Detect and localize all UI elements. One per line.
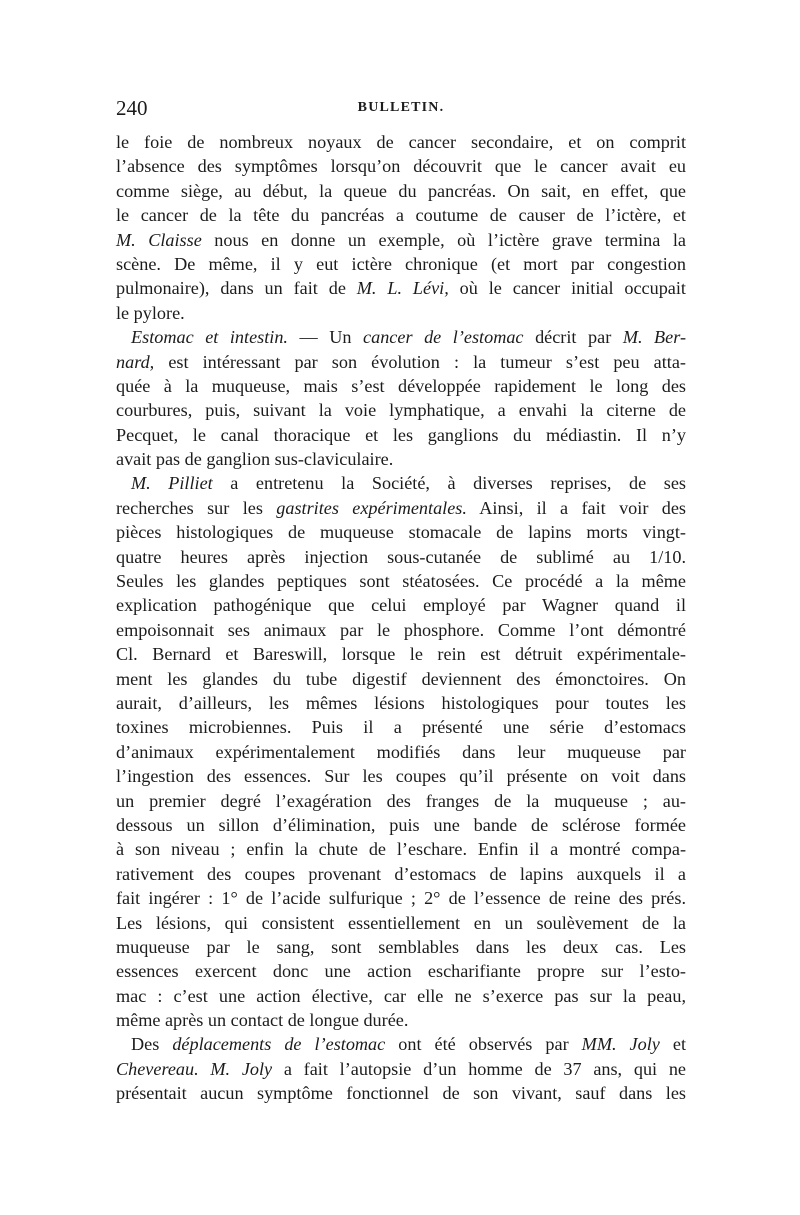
text-segment: présentait aucun symptôme fonctionnel de son vivant, sauf dans les xyxy=(116,1083,686,1104)
text-line xyxy=(116,325,686,349)
text-segment: Les lésions, qui consistent essentiellement en un soulèvement de la xyxy=(116,912,686,933)
text-line xyxy=(116,276,686,300)
text-line xyxy=(116,130,686,154)
page-header xyxy=(116,96,686,126)
italic-segment: M. L. Lévi, xyxy=(356,278,449,299)
text-segment: Des xyxy=(131,1034,173,1055)
text-line xyxy=(116,862,686,886)
text-segment: muqueuse par le sang, sont semblables dans les deux cas. Les xyxy=(116,936,686,957)
text-line xyxy=(116,740,686,764)
text-line xyxy=(116,1032,686,1056)
italic-segment: M. Claisse xyxy=(116,229,202,250)
text-segment: a fait l’autopsie d’un homme de 37 ans, qui ne xyxy=(272,1058,686,1079)
text-line xyxy=(116,252,686,276)
text-line xyxy=(116,471,686,495)
text-line xyxy=(116,301,686,325)
text-segment: essences exercent donc une action escharifiante propre sur l’esto- xyxy=(116,961,686,982)
text-line xyxy=(116,837,686,861)
text-line xyxy=(116,1057,686,1081)
text-line xyxy=(116,911,686,935)
text-segment: avait pas de ganglion sus-claviculaire. xyxy=(116,449,394,470)
text-line xyxy=(116,447,686,471)
text-segment: Pecquet, le canal thoracique et les ganglions du médiastin. Il n’y xyxy=(116,424,686,445)
text-line xyxy=(116,545,686,569)
text-line xyxy=(116,593,686,617)
text-segment: le foie de nombreux noyaux de cancer secondaire, et on comprit xyxy=(116,132,686,152)
italic-segment: nard, xyxy=(116,351,155,372)
text-segment: nous en donne un exemple, où l’ictère grave termina la xyxy=(201,229,686,250)
text-line xyxy=(116,398,686,422)
text-line xyxy=(116,154,686,178)
text-segment: fait ingérer : 1° de l’acide sulfurique ; 2° de l’essence de reine des prés. xyxy=(116,888,686,909)
text-segment: rativement des coupes provenant d’estomacs de lapins auxquels il a xyxy=(116,863,686,884)
text-segment: dessous un sillon d’élimination, puis une bande de sclérose formée xyxy=(116,814,686,835)
text-line xyxy=(116,715,686,739)
italic-segment: Chevereau. M. Joly xyxy=(116,1058,273,1079)
text-line xyxy=(116,984,686,1008)
italic-segment: M. Pilliet xyxy=(131,473,213,494)
text-segment: et xyxy=(659,1034,686,1055)
italic-segment: gastrites expérimentales. xyxy=(276,497,467,518)
text-segment: un premier degré l’exagération des franges de la muqueuse ; au- xyxy=(116,790,686,811)
text-line xyxy=(116,813,686,837)
text-line xyxy=(116,350,686,374)
text-line xyxy=(116,1081,686,1105)
text-segment: courbures, puis, suivant la voie lymphatique, a envahi la citerne de xyxy=(116,400,686,421)
text-segment: où le cancer initial occupait xyxy=(448,278,686,299)
text-segment: décrit par xyxy=(523,327,623,348)
text-segment: Ainsi, il a fait voir des xyxy=(466,497,686,518)
text-segment: ont été observés par xyxy=(385,1034,582,1055)
italic-segment: déplacements de l’estomac xyxy=(172,1034,386,1055)
text-line xyxy=(116,423,686,447)
text-line xyxy=(116,569,686,593)
text-segment: pulmonaire), dans un fait de xyxy=(116,278,357,299)
text-line xyxy=(116,691,686,715)
text-line xyxy=(116,179,686,203)
text-line xyxy=(116,789,686,813)
text-line xyxy=(116,1008,686,1032)
text-segment: le pylore. xyxy=(116,302,185,323)
text-line xyxy=(116,764,686,788)
text-segment: — Un xyxy=(287,327,364,348)
text-segment: ment les glandes du tube digestif deviennent des émonctoires. On xyxy=(116,668,686,689)
text-line xyxy=(116,618,686,642)
text-segment: comme siège, au début, la queue du pancréas. On sait, en effet, que xyxy=(116,180,686,201)
text-segment: le cancer de la tête du pancréas a coutume de causer de l’ictère, et xyxy=(116,205,686,226)
text-segment: a entretenu la Société, à diverses reprises, de ses xyxy=(212,473,686,494)
text-line xyxy=(116,642,686,666)
text-line xyxy=(116,886,686,910)
text-line xyxy=(116,667,686,691)
page-number: 240 xyxy=(116,96,148,120)
text-line xyxy=(116,935,686,959)
text-segment: recherches sur les xyxy=(116,497,277,518)
text-line xyxy=(116,228,686,252)
text-segment: Seules les glandes peptiques sont stéatosées. Ce procédé a la même xyxy=(116,571,686,592)
body-text xyxy=(116,130,686,1106)
text-segment: est intéressant par son évolution : la tumeur s’est peu atta- xyxy=(154,351,686,372)
text-segment: quatre heures après injection sous-cutanée de sublimé au 1/10. xyxy=(116,546,686,567)
text-line xyxy=(116,520,686,544)
italic-segment: Estomac et intestin. xyxy=(131,327,288,348)
text-segment: scène. De même, il y eut ictère chronique (et mort par congestion xyxy=(116,253,686,274)
text-segment: aurait, d’ailleurs, les mêmes lésions histologiques pour toutes les xyxy=(116,692,686,713)
running-title: BULLETIN. xyxy=(357,100,445,115)
text-segment: même après un contact de longue durée. xyxy=(116,1010,409,1031)
text-segment: toxines microbiennes. Puis il a présenté une série d’estomacs xyxy=(116,717,686,738)
text-line xyxy=(116,496,686,520)
text-segment: explication pathogénique que celui employé par Wagner quand il xyxy=(116,595,686,616)
text-segment: l’absence des symptômes lorsqu’on découvrit que le cancer avait eu xyxy=(116,156,686,177)
text-line xyxy=(116,959,686,983)
text-segment: d’animaux expérimentalement modifiés dans leur muqueuse par xyxy=(116,741,686,762)
text-segment: Cl. Bernard et Bareswill, lorsque le rein est détruit expérimentale- xyxy=(116,644,686,665)
text-line xyxy=(116,374,686,398)
text-segment: à son niveau ; enfin la chute de l’eschare. Enfin il a montré compa- xyxy=(116,839,686,860)
italic-segment: MM. Joly xyxy=(581,1034,660,1055)
text-segment: mac : c’est une action élective, car elle ne s’exerce pas sur la peau, xyxy=(116,985,686,1006)
text-segment: quée à la muqueuse, mais s’est développée rapidement le long des xyxy=(116,375,686,396)
text-segment: empoisonnait ses animaux par le phosphore. Comme l’ont démontré xyxy=(116,619,686,640)
italic-segment: cancer de l’estomac xyxy=(363,327,524,348)
text-segment: l’ingestion des essences. Sur les coupes qu’il présente on voit dans xyxy=(116,766,686,787)
text-segment: pièces histologiques de muqueuse stomacale de lapins morts vingt- xyxy=(116,522,686,543)
text-line xyxy=(116,203,686,227)
italic-segment: M. Ber- xyxy=(622,327,687,348)
